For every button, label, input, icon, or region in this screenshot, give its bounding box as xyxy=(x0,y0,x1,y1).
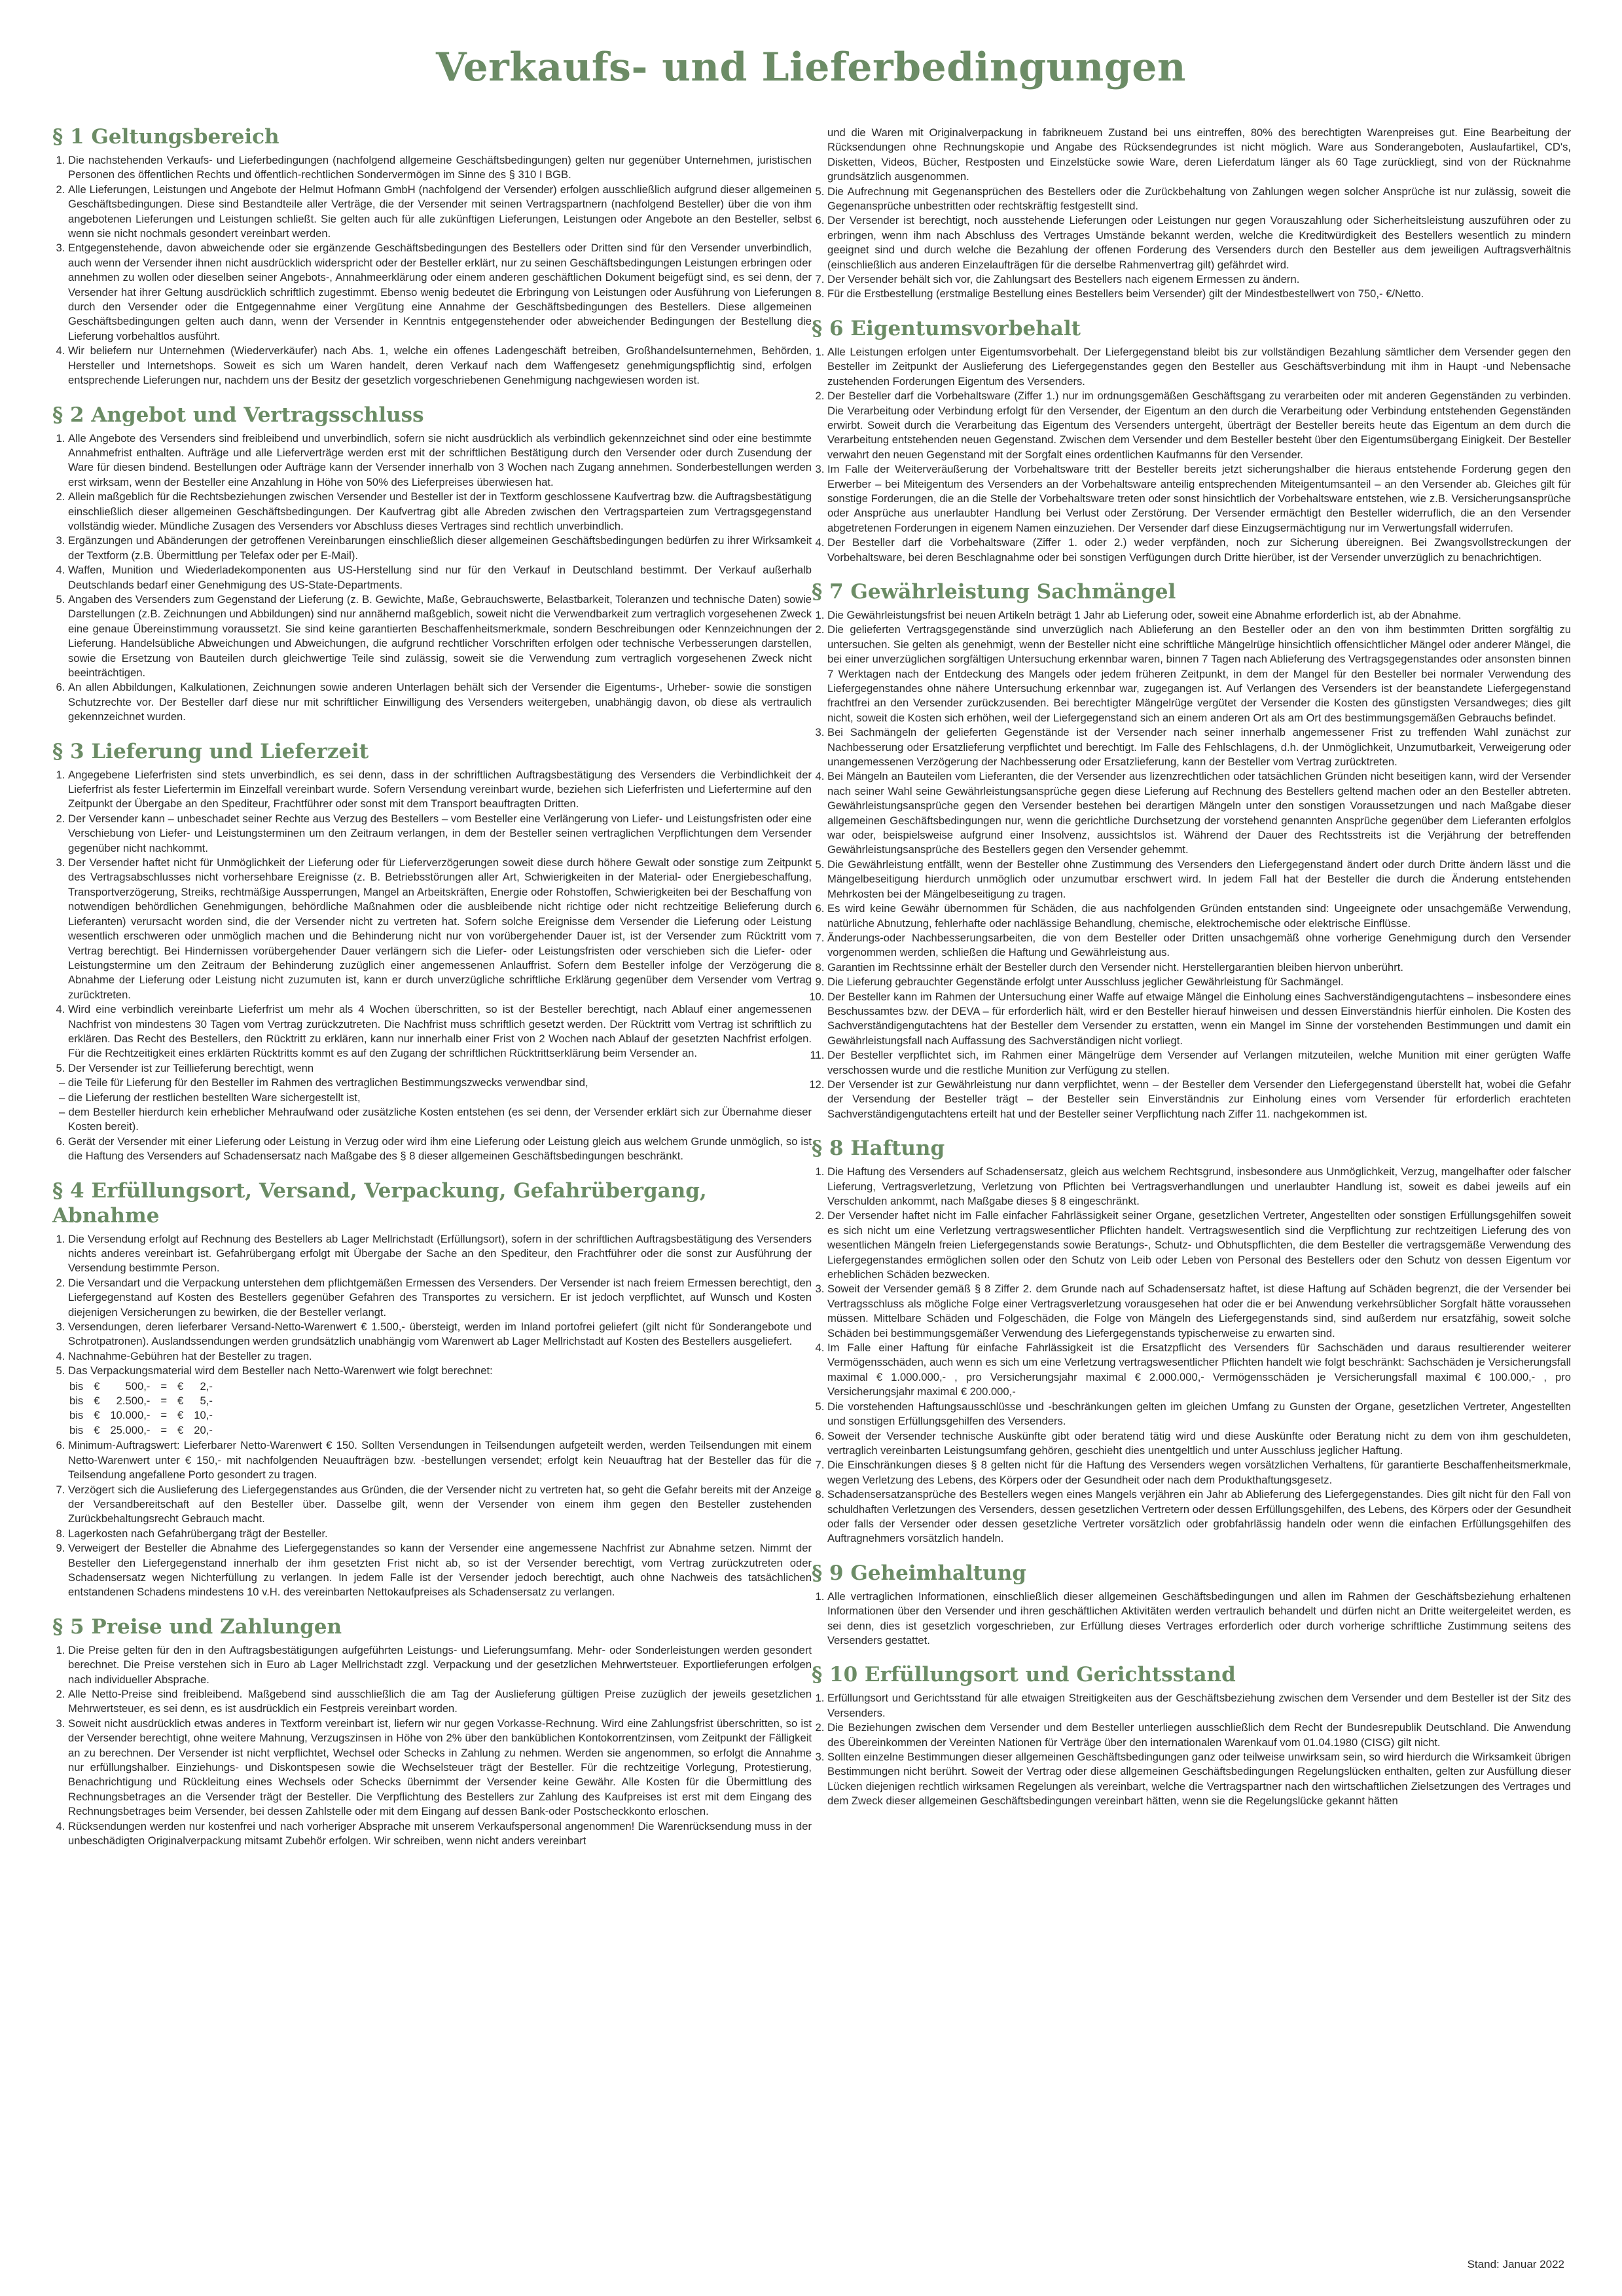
table-cell-cur1: € xyxy=(94,1379,100,1393)
clause-continuation: und die Waren mit Originalverpackung in fabrikneuem Zustand bei uns eintreffen, 80% des berechtigten Warenpreises gut. Eine Bearbeitung der Rücksendungen ohne Rechnungskopie und Angabe des Rücksendegrundes ist nicht möglich. Ware aus Sonderangeboten, Auslaufartikel, CD's, Disketten, Videos, Bücher, Restposten und Einzelstücke sowie Ware, deren Lieferdatum länger als 60 Tage zurückliegt, sind von der Rücknahme grundsätzlich ausgenommen. xyxy=(827,126,1571,183)
section-heading: § 2 Angebot und Vertragsschluss xyxy=(52,403,424,427)
subitem: – dem Besteller hierdurch kein erheblicher Mehraufwand oder zusätzliche Kosten entstehen (es sei denn, der Versender erklärt sich zur Übernahme dieser Kosten bereit). xyxy=(59,1105,812,1133)
section-heading: § 10 Erfüllungsort und Gerichtsstand xyxy=(812,1663,1236,1687)
clause-list xyxy=(812,345,1571,565)
table-cell-eq: = xyxy=(160,1379,168,1393)
section-eigentumsvorbehalt xyxy=(812,316,1571,565)
clause-text: Das Verpackungsmaterial wird dem Besteller nach Netto-Warenwert wie folgt berechnet: xyxy=(68,1364,493,1377)
clause: 3. Entgegenstehende, davon abweichende oder sie ergänzende Geschäftsbedingungen des Bestellers oder Dritten sind für den Versender unverbindlich, auch wenn der Versender ihnen nicht ausdrücklich widerspricht oder der Besteller erklärt, nur zu seinen Geschäftsbedingungen Leistungen erbringen oder annehmen zu wollen oder dieselben seiner Angebots-, Annahmeerklärung oder einem anderen geschäftlichen Dokument beigefügt sind, es sei denn, der Versender hat ihrer Geltung ausdrücklich schriftlich zugestimmt. Ebenso wenig bedeutet die Erbringung von Leistungen oder Ausführung von Lieferungen durch den Versender oder die Entgegennahme einer Vergütung eine Annahme der Geschäftsbedingungen des Bestellers. Diese allgemeinen Geschäftsbedingungen gelten auch dann, wenn der Versender in Kenntnis entgegenstehender oder abweichender Bedingungen der Bestellung die Lieferung vorbehaltlos ausführt. xyxy=(68,241,812,344)
clause: 1. Die Gewährleistungsfrist bei neuen Artikeln beträgt 1 Jahr ab Lieferung oder, soweit eine Abnahme erforderlich ist, ab der Abnahme. xyxy=(827,608,1571,623)
clause: 3. Im Falle der Weiterveräußerung der Vorbehaltsware tritt der Besteller bereits jetzt sicherungshalber die hieraus entstehende Forderung gegen den Erwerber – bei Miteigentum des Versenders an der Vorbehaltsware anteilig entsprechenden Miteigentumsanteil – an den Versender ab. Gleiches gilt für sonstige Forderungen, die an die Stelle der Vorbehaltsware treten oder sonst hinsichtlich der Vorbehaltsware entstehen, wie z.B. Versicherungsansprüche oder Ansprüche aus unerlaubter Handlung bei Verlust oder Zerstörung. Der Versender ermächtigt den Besteller widerruflich, die an den Versender abgetretenen Forderungen in eigenem Namen einzuziehen. Der Versender darf diese Einzugsermächtigung nur im Verwertungsfall widerrufen. xyxy=(827,462,1571,536)
section-heading: § 8 Haftung xyxy=(812,1137,945,1161)
table-cell-cur1: € xyxy=(94,1394,100,1408)
section-geheimhaltung xyxy=(812,1561,1571,1649)
clause: 1. Alle vertraglichen Informationen, einschließlich dieser allgemeinen Geschäftsbedingungen und allen im Rahmen der Geschäftsbeziehung erhaltenen Informationen über den Versender und ihren geschäftlichen Aktivitäten werden vertraulich behandelt und dürfen nicht an Dritte weitergeleitet werden, es sei denn, dies ist gesetzlich vorgeschrieben, zur Erfüllung dieses Vertrages erforderlich oder durch vorherige schriftliche Zustimmung seitens des Versenders gestattet. xyxy=(827,1590,1571,1649)
clause: 5. Angaben des Versenders zum Gegenstand der Lieferung (z. B. Gewichte, Maße, Gebrauchswerte, Belastbarkeit, Toleranzen und technische Daten) sowie Darstellungen (z.B. Zeichnungen und Abbildungen) sind nur annähernd maßgeblich, soweit nicht die Verwendbarkeit zum vertraglich vorgesehenen Zweck eine genaue Übereinstimmung voraussetzt. Sie sind keine garantierten Beschaffenheitsmerkmale, sondern Beschreibungen oder Kennzeichnungen der Lieferung. Handelsübliche Abweichungen und Abweichungen, die aufgrund rechtlicher Vorschriften erfolgen oder technische Verbesserungen darstellen, sowie die Ersetzung von Bauteilen durch gleichwertige Teile sind zulässig, soweit sie die Verwendung zum vertraglich vorgesehenen Zweck nicht beeinträchtigen. xyxy=(68,592,812,680)
clause: 1. Die Haftung des Versenders auf Schadensersatz, gleich aus welchem Rechtsgrund, insbesondere aus Unmöglichkeit, Verzug, mangelhafter oder falscher Lieferung, Vertragsverletzung, Verletzung von Pflichten bei Vertragsverhandlungen und unerlaubter Handlung ist, soweit es dabei jeweils auf ein Verschulden ankommt, nach Maßgabe dieses § 8 eingeschränkt. xyxy=(827,1165,1571,1209)
clause: 2. Allein maßgeblich für die Rechtsbeziehungen zwischen Versender und Besteller ist der in Textform geschlossene Kaufvertrag bzw. die Auftragsbestätigung einschließlich dieser allgemeinen Geschäftsbedingungen. Der Kaufvertrag gibt alle Abreden zwischen den Vertragsparteien zum Vertragsgegenstand vollständig wieder. Mündliche Zusagen des Versenders vor Abschluss dieses Vertrages sind rechtlich unverbindlich. xyxy=(68,490,812,534)
section-gewaehrleistung xyxy=(812,579,1571,1121)
table-cell-value: 500,- xyxy=(125,1379,151,1393)
table-cell-cur2: € xyxy=(177,1394,184,1408)
clause-text: Der Versender ist zur Teillieferung berechtigt, wenn xyxy=(68,1061,314,1074)
clause: 2. Der Versender haftet nicht im Falle einfacher Fahrlässigkeit seiner Organe, gesetzlichen Vertreter, Angestellten oder sonstigen Erfüllungsgehilfen soweit es sich nicht um eine Verletzung vertragswesentlicher Pflichten handelt. Vertragswesentlich sind die Verpflichtung zur rechtzeitigen Lieferung des von wesentlichen Mängeln freien Liefergegenstands sowie Beratungs-, Schutz- und Obhutspflichten, die dem Besteller die vertragsgemäße Verwendung des Liefergegenstandes ermöglichen sollen oder den Schutz von Leib oder Leben von Personal des Bestellers oder den Schutz von dessen Eigentum vor erheblichen Schäden bezwecken. xyxy=(827,1209,1571,1282)
table-cell-eq: = xyxy=(160,1394,168,1408)
table-cell-bis: bis xyxy=(69,1409,84,1422)
clause: 6. Minimum-Auftragswert: Lieferbarer Netto-Warenwert € 150. Sollten Versendungen in Teilsendungen aufgeteilt werden, werden Teilsendungen mit einem Netto-Warenwert unter € 150,- mit nachfolgenden Neuaufträgen bzw. -bestellungen versendet; erfolgt kein Neuauftrag hat der Besteller das für die Teilsendung angefallene Porto gesondert zu tragen. xyxy=(68,1438,812,1482)
clause: 3. Soweit der Versender gemäß § 8 Ziffer 2. dem Grunde nach auf Schadensersatz haftet, ist diese Haftung auf Schäden begrenzt, die der Versender bei Vertragsschluss als mögliche Folge einer Vertragsverletzung vorausgesehen hat oder die er bei Anwendung verkehrsüblicher Sorgfalt hätte voraussehen müssen. Mittelbare Schäden und Folgeschäden, die Folge von Mängeln des Liefergegenstands sind, sind außerdem nur ersatzfähig, soweit solche Schäden bei bestimmungsgemäßer Verwendung des Liefergegenstands typischerweise zu erwarten sind. xyxy=(827,1282,1571,1341)
section-gerichtsstand xyxy=(812,1662,1571,1808)
clause: 4. Rücksendungen werden nur kostenfrei und nach vorheriger Absprache mit unserem Verkaufspersonal angenommen! Die Warenrücksendung muss in der unbeschädigten Originalverpackung mitsamt Zubehör erfolgen. Wir schreiben, wenn nicht anders vereinbart xyxy=(68,1819,812,1849)
clause: 3. Bei Sachmängeln der gelieferten Gegenstände ist der Versender nach seiner innerhalb angemessener Frist zu treffenden Wahl zunächst zur Nachbesserung oder Ersatzlieferung verpflichtet und berechtigt. Im Falle des Fehlschlagens, d.h. der Unmöglichkeit, Unzumutbarkeit, Verweigerung oder unangemessenen Verzögerung der Nachbesserung oder Ersatzlieferung, kann der Besteller vom Vertrag zurücktreten. xyxy=(827,725,1571,769)
section-heading: § 7 Gewährleistung Sachmängel xyxy=(812,579,1176,604)
table-cell-value: 10.000,- xyxy=(110,1409,151,1422)
table-cell-cur2: € xyxy=(177,1409,184,1422)
clause: 2. Die gelieferten Vertragsgegenstände sind unverzüglich nach Ablieferung an den Besteller oder an den von ihm bestimmten Dritten sorgfältig zu untersuchen. Sie gelten als genehmigt, wenn der Besteller nicht eine schriftliche Mängelrüge hinsichtlich offensichtlicher Mängel oder anderer Mängel, die bei einer unverzüglichen sorgfältigen Untersuchung erkennbar waren, binnen 7 Tagen nach Ablieferung des Vertragsgegenstandes oder ansonsten binnen 7 Werktagen nach der Entdeckung des Mangels oder jedem früheren Zeitpunkt, in dem der Mangel für den Besteller bei normaler Verwendung des Liefergegenstandes ohne nähere Untersuchung erkennbar war, zugegangen ist. Auf Verlangen des Versenders ist der beanstandete Liefergegenstand frachtfrei an den Versender zurückzusenden. Bei berechtigter Mängelrüge vergütet der Versender die Kosten des günstigsten Versandweges; dies gilt nicht, soweit die Kosten sich erhöhen, weil der Liefergegenstand sich an einem anderen Ort als am Ort des bestimmungsgemäßen Gebrauchs befindet. xyxy=(827,623,1571,725)
clause-list xyxy=(812,1590,1571,1649)
subitem: – die Teile für Lieferung für den Besteller im Rahmen des vertraglichen Bestimmungszwecks verwendbar sind, xyxy=(59,1076,588,1089)
clause: 6. Es wird keine Gewähr übernommen für Schäden, die aus nachfolgenden Gründen entstanden sind: Ungeeignete oder unsachgemäße Verwendung, natürliche Abnutzung, fehlerhafte oder nachlässige Behandlung, chemische, elektrochemische oder elektrische Einflüsse. xyxy=(827,902,1571,931)
clause: 1. Die nachstehenden Verkaufs- und Lieferbedingungen (nachfolgend allgemeine Geschäftsbedingungen) gelten nur gegenüber Unternehmen, juristischen Personen des öffentlichen Rechts und öffentlich-rechtlichen Sondervermögen im Sinne des § 310 I BGB. xyxy=(68,153,812,183)
clause: 6. Der Versender ist berechtigt, noch ausstehende Lieferungen oder Leistungen nur gegen Vorauszahlung oder Sicherheitsleistung auszuführen oder zu erbringen, wenn ihm nach Abschluss des Vertrages Umstände bekannt werden, welche die Kreditwürdigkeit des Bestellers wesentlich zu mindern geeignet sind und durch welche die Bezahlung der offenen Forderung des Versenders durch den Besteller aus dem jeweiligen Auftragsverhältnis (einschließlich aus anderen Einzelaufträgen für die derselbe Rahmenvertrag gilt) gefährdet wird. xyxy=(827,213,1571,272)
table-cell-value: 25.000,- xyxy=(110,1423,151,1436)
table-cell-fee: 2,- xyxy=(200,1379,213,1393)
section-preise-zahlungen xyxy=(52,1614,812,1849)
table-cell-fee: 5,- xyxy=(200,1394,213,1408)
continued-text xyxy=(812,126,1571,185)
clause: 3. Sollten einzelne Bestimmungen dieser allgemeinen Geschäftsbedingungen ganz oder teilweise unwirksam sein, so wird hierdurch die Wirksamkeit übrigen Bestimmungen nicht berührt. Soweit der Vertrag oder diese allgemeinen Geschäftsbedingungen Regelungslücken enthalten, gelten zur Ausfüllung dieser Lücken diejenigen rechtlich wirksamen Regelungen als vereinbart, welche die Vertragspartner nach den wirtschaftlichen Zielsetzungen des Vertrages und dem Zweck dieser allgemeinen Geschäftsbedingungen vereinbart hätten, wenn sie die Regelungslücke gekannt hätten xyxy=(827,1750,1571,1809)
clause-list xyxy=(52,1232,812,1600)
table-cell-cur1: € xyxy=(94,1423,100,1436)
clause: 9. Verweigert der Besteller die Abnahme des Liefergegenstandes so kann der Versender eine angemessene Nachfrist zur Abnahme setzen. Nimmt der Besteller den Liefergegenstand innerhalb der ihm gesetzten Frist nicht ab, so ist der Versender berechtigt, vom Vertrag zurückzutreten oder Schadensersatz wegen Nichterfüllung zu verlangen. In jedem Falle ist der Versender jedoch berechtigt, auch ohne Nachweis des tatsächlichen entstandenen Schadens mindestens 10 v.H. des vereinbarten Nettokaufpreises als Schadensersatz zu verlangen. xyxy=(68,1541,812,1600)
clause-list xyxy=(812,185,1571,302)
clause: 2. Der Besteller darf die Vorbehaltsware (Ziffer 1.) nur im ordnungsgemäßen Geschäftsgang zu verarbeiten oder mit anderen Gegenständen zu verbinden. Die Verarbeitung oder Verbindung erfolgt für den Versender, der Eigentum an den durch die Verarbeitung oder Verbindung entstehenden Gegenständen erwirbt. Soweit durch die Verarbeitung das Eigentum des Versenders untergeht, überträgt der Besteller bereits heute das Eigentum an dem durch die Verarbeitung entstehenden neuen Gegenstand. Zwischen dem Versender und dem Besteller besteht über den Eigentumsübergang Einigkeit. Der Besteller verwahrt den neuen Gegenstand mit der Sorgfalt eines ordentlichen Kaufmanns für den Versender. xyxy=(827,389,1571,462)
clause: 2. Alle Lieferungen, Leistungen und Angebote der Helmut Hofmann GmbH (nachfolgend der Versender) erfolgen ausschließlich aufgrund dieser allgemeinen Geschäftsbedingungen. Diese sind Bestandteile aller Verträge, die der Versender mit seinen Vertragspartnern (nachfolgend Besteller) über die von ihm angebotenen Lieferungen und Leistungen schließt. Sie gelten auch für alle zukünftigen Lieferungen, Leistungen oder Angebote an den Besteller, selbst wenn sie nicht nochmals gesondert vereinbart werden. xyxy=(68,183,812,242)
clause: 8. Garantien im Rechtssinne erhält der Besteller durch den Versender nicht. Herstellergarantien bleiben hiervon unberührt. xyxy=(827,960,1571,975)
clause: 2. Der Versender kann – unbeschadet seiner Rechte aus Verzug des Bestellers – vom Besteller eine Verlängerung von Liefer- und Leistungsfristen oder eine Verschiebung von Liefer- und Leistungsterminen um den Zeitraum verlangen, in dem der Besteller seinen vertraglichen Verpflichtungen dem Versender gegenüber nicht nachkommt. xyxy=(68,812,812,856)
clause: 1. Die Preise gelten für den in den Auftragsbestätigungen aufgeführten Leistungs- und Lieferungsumfang. Mehr- oder Sonderleistungen werden gesondert berechnet. Die Preise verstehen sich in Euro ab Lager Mellrichstadt zzgl. Verpackung und der gesetzlichen Mehrwertsteuer. Exportlieferungen erfolgen nach individueller Absprache. xyxy=(68,1643,812,1687)
left-column xyxy=(52,124,812,1863)
clause: 9. Die Lieferung gebrauchter Gegenstände erfolgt unter Ausschluss jeglicher Gewährleistung für Sachmängel. xyxy=(827,975,1571,989)
document-title: Verkaufs- und Lieferbedingungen xyxy=(435,45,1187,90)
table-cell-cur1: € xyxy=(94,1409,100,1422)
clause: 7. Änderungs-oder Nachbesserungsarbeiten, die von dem Besteller oder Dritten unsachgemäß ohne vorherige Genehmigung durch den Versender vorgenommen werden, schließen die Haftung und Gewährleistung aus. xyxy=(827,931,1571,960)
clause: 1. Alle Angebote des Versenders sind freibleibend und unverbindlich, sofern sie nicht ausdrücklich als verbindlich gekennzeichnet sind oder eine bestimmte Annahmefrist enthalten. Aufträge und alle Lieferverträge werden erst mit der schriftlichen Bestätigung durch den Versender oder durch Zusendung der Ware für diesen bindend. Bestellungen oder Aufträge kann der Versender innerhalb von 3 Wochen nach Zugang annehmen. Sonderbestellungen werden erst wirksam, wenn der Besteller eine Anzahlung in Höhe von 50% des Lieferpreises überwiesen hat. xyxy=(68,431,812,490)
clause: 12. Der Versender ist zur Gewährleistung nur dann verpflichtet, wenn – der Besteller dem Versender den Liefergegenstand überstellt hat, wobei die Gefahr der Versendung der Besteller trägt – der Besteller sein Einverständnis zur Einholung eines vom Versender für erforderlich erachteten Sachverständigengutachtens erteilt hat und der Besteller seiner Verpflichtung nach Ziffer 11. nachgekommen ist. xyxy=(827,1078,1571,1121)
clause-list xyxy=(812,1691,1571,1808)
table-row xyxy=(69,1424,222,1437)
clause: 10. Der Besteller kann im Rahmen der Untersuchung einer Waffe auf etwaige Mängel die Einholung eines Sachverständigengutachtens – insbesondere eines Beschussamtes bzw. der DEVA – für erforderlich hält, wird er den Besteller hierauf hinweisen und dessen Einverständnis hierfür einholen. Die Kosten des Sachverständigengutachtens hat der Besteller dem Versender zu erstatten, wenn ein Mangel im Sinne der vorstehenden Bestimmungen und damit ein Gewährleistungsfall nach Auffassung des Sachverständigen nicht vorliegt. xyxy=(827,990,1571,1049)
clause-list xyxy=(812,1165,1571,1546)
table-cell-cur2: € xyxy=(177,1423,184,1436)
section-geltungsbereich xyxy=(52,124,812,388)
table-row xyxy=(69,1409,222,1422)
clause: 3. Ergänzungen und Abänderungen der getroffenen Vereinbarungen einschließlich dieser allgemeinen Geschäftsbedingungen bedürfen zu ihrer Wirksamkeit der Textform (z.B. Übermittlung per Telefax oder per E-Mail). xyxy=(68,534,812,563)
table-cell-fee: 10,- xyxy=(194,1409,213,1422)
table-cell-value: 2.500,- xyxy=(116,1394,151,1408)
clause: 3. Soweit nicht ausdrücklich etwas anderes in Textform vereinbart ist, liefern wir nur gegen Vorkasse-Rechnung. Wird eine Zahlungsfrist überschritten, so ist der Versender berechtigt, ohne weitere Mahnung, Verzugszinsen in Höhe von 2% über den banküblichen Kontokorrentzinsen, vom Zeitpunkt der Fälligkeit an zu berechnen. Der Versender ist nicht verpflichtet, Wechsel oder Schecks in Zahlung zu nehmen. Werden sie angenommen, so erfolgt die Annahme nur erfüllungshalber. Einziehungs- und Diskontspesen sowie die Wechselsteuer trägt der Besteller. Für die rechtzeitige Vorlegung, Protestierung, Benachrichtigung und Rückleitung eines Wechsels oder Schecks übernimmt der Versender keine Gewähr. Alle Kosten für die Übermittlung des Rechnungsbetrages an die Versender trägt der Besteller. Die Verpflichtung des Bestellers zur Zahlung des Kaufpreises ist erst mit dem Eingang des Rechnungsbetrages beim Versender, bei dessen Zahlstelle oder mit dem Eingang auf dessen Bank-oder Postscheckkonto erloschen. xyxy=(68,1717,812,1819)
table-cell-fee: 20,- xyxy=(194,1423,213,1436)
section-lieferung-lieferzeit xyxy=(52,739,812,1164)
clause: 8. Lagerkosten nach Gefahrübergang trägt der Besteller. xyxy=(68,1527,812,1541)
subitem-list xyxy=(59,1076,812,1135)
clause: 1. Die Versendung erfolgt auf Rechnung des Bestellers ab Lager Mellrichstadt (Erfüllungsort), sofern in der schriftlichen Auftragsbestätigung des Versenders nichts anderes vereinbart ist. Gefahrübergang erfolgt mit Übergabe der Sache an den Spediteur, den Frachtführer oder die sonst zur Ausführung der Versendung bestimmte Person. xyxy=(68,1232,812,1276)
section-heading: § 6 Eigentumsvorbehalt xyxy=(812,316,1081,340)
section-preise-zahlungen-continued xyxy=(812,126,1571,302)
clause: 2. Die Beziehungen zwischen dem Versender und dem Besteller unterliegen ausschließlich dem Recht der Bundesrepublik Deutschland. Die Anwendung des Übereinkommen der Vereinten Nationen für Verträge über den internationalen Warenkauf vom 01.04.1980 (CISG) gilt nicht. xyxy=(827,1721,1571,1750)
section-heading: § 4 Erfüllungsort, Versand, Verpackung, Gefahrübergang, Abnahme xyxy=(52,1178,707,1228)
clause: 2. Die Versandart und die Verpackung unterstehen dem pflichtgemäßen Ermessen des Versenders. Der Versender ist nach freiem Ermessen berechtigt, den Liefergegenstand auf Kosten des Bestellers gegenüber Gefahren des Transportes zu versichern. Er ist jedoch verpflichtet, auf Wunsch und Kosten diejenigen Versicherungen zu bewirken, die der Besteller verlangt. xyxy=(68,1276,812,1320)
clause-list xyxy=(52,153,812,388)
clause: 2. Alle Netto-Preise sind freibleibend. Maßgebend sind ausschließlich die am Tag der Auslieferung gültigen Preise zuzüglich der jeweils gesetzlichen Mehrwertsteuer, es sei denn, es ist ausdrücklich ein Festpreis vereinbart worden. xyxy=(68,1687,812,1717)
table-cell-cur2: € xyxy=(177,1379,184,1393)
clause: 4. Wir beliefern nur Unternehmen (Wiederverkäufer) nach Abs. 1, welche ein offenes Ladengeschäft betreiben, Großhandelsunternehmen, Behörden, Hersteller und Internetshops. Soweit es sich um Waren handelt, deren Verkauf nach dem Waffengesetz genehmigungspflichtig sind, erfolgen entsprechende Lieferungen nur, nachdem uns der Besitz der gesetzlich vorgeschriebenen Genehmigung nachgewiesen worden ist. xyxy=(68,344,812,388)
clause: 5. Die vorstehenden Haftungsausschlüsse und -beschränkungen gelten im gleichen Umfang zu Gunsten der Organe, gesetzlichen Vertreter, Angestellten und sonstigen Erfüllungsgehilfen des Versenders. xyxy=(827,1400,1571,1429)
section-heading: § 3 Lieferung und Lieferzeit xyxy=(52,739,369,763)
subitem: – die Lieferung der restlichen bestellten Ware sichergestellt ist, xyxy=(59,1091,361,1104)
clause-with-table xyxy=(68,1364,812,1438)
clause: 5. Die Gewährleistung entfällt, wenn der Besteller ohne Zustimmung des Versenders den Liefergegenstand ändert oder durch Dritte ändern lässt und die Mängelbeseitigung hierdurch unmöglich oder unzumutbar erschwert wird. In jedem Fall hat der Besteller die durch die Änderung entstehenden Mehrkosten bei der Mängelbeseitigung zu tragen. xyxy=(827,858,1571,902)
section-heading: § 1 Geltungsbereich xyxy=(52,125,279,149)
clause: 8. Schadensersatzansprüche des Bestellers wegen eines Mangels verjähren ein Jahr ab Ablieferung des Liefergegenstandes. Dies gilt nicht für den Fall von schuldhaften Verletzungen des Versenders, dessen gesetzlichen Vertretern oder dessen Erfüllungsgehilfen, des Lebens, des Körpers oder der Gesundheit oder falls der Versender oder dessen gesetzliche Vertreter vorsätzlich oder grobfahrlässig handeln oder wenn die einfachen Erfüllungsgehilfen des Auftragnehmers vorsätzlich handeln. xyxy=(827,1487,1571,1546)
clause: 11. Der Besteller verpflichtet sich, im Rahmen einer Mängelrüge dem Versender auf Verlangen mitzuteilen, welche Munition mit einer gerügten Waffe verschossen wurde und die restliche Munition zur Verfügung zu stellen. xyxy=(827,1048,1571,1078)
section-heading: § 9 Geheimhaltung xyxy=(812,1561,1026,1585)
clause-list xyxy=(812,608,1571,1121)
clause: 6. Gerät der Versender mit einer Lieferung oder Leistung in Verzug oder wird ihm eine Lieferung oder Leistung gleich aus welchem Grunde unmöglich, so ist die Haftung des Versenders auf Schadensersatz nach Maßgabe des § 8 dieser allgemeinen Geschäftsbedingungen beschränkt. xyxy=(68,1135,812,1164)
clause: 4. Im Falle einer Haftung für einfache Fahrlässigkeit ist die Ersatzpflicht des Versenders für Sachschäden und daraus resultierender weiterer Vermögensschäden, auch wenn es sich um eine Verletzung vertragswesentlicher Pflichten handelt wie folgt beschränkt: Sachschäden je Versicherungsfall maximal € 1.000.000,- , pro Versicherungsjahr maximal € 2.000.000,- Vermögensschäden je Versicherungsfall maximal € 100.000,- , pro Versicherungsjahr maximal € 200.000,- xyxy=(827,1341,1571,1400)
table-cell-bis: bis xyxy=(69,1423,84,1436)
section-heading: § 5 Preise und Zahlungen xyxy=(52,1614,342,1639)
packaging-fee-table xyxy=(68,1379,223,1439)
clause: 6. Soweit der Versender technische Auskünfte gibt oder beratend tätig wird und diese Auskünfte oder Beratung nicht zu dem von ihm geschuldeten, vertraglich vereinbarten Leistungsumfang gehören, geschieht dies unentgeltlich und unter Ausschluss jeglicher Haftung. xyxy=(827,1429,1571,1459)
clause-list xyxy=(52,768,812,1164)
clause: 7. Die Einschränkungen dieses § 8 gelten nicht für die Haftung des Versenders wegen vorsätzlichen Verhaltens, für garantierte Beschaffenheitsmerkmale, wegen Verletzung des Lebens, des Körpers oder der Gesundheit oder nach dem Produkthaftungsgesetz. xyxy=(827,1458,1571,1487)
clause: 4. Bei Mängeln an Bauteilen vom Lieferanten, die der Versender aus lizenzrechtlichen oder tatsächlichen Gründen nicht beseitigen kann, wird der Versender nach seiner Wahl seine Gewährleistungsansprüche gegen diese Lieferung auf Rechnung des Bestellers geltend machen oder an den Besteller abtreten. Gewährleistungsansprüche gegen den Versender bestehen bei derartigen Mängeln unter den sonstigen Voraussetzungen und nach Maßgabe dieser allgemeinen Geschäftsbedingungen nur, wenn die gerichtliche Durchsetzung der vorstehend genannten Ansprüche gegenüber dem Lieferanten erfolglos war oder, beispielsweise aufgrund einer Insolvenz, aussichtslos ist. Während der Dauer des Rechtsstreits ist die Verjährung der betreffenden Gewährleistungsansprüche des Bestellers gegen den Versender gehemmt. xyxy=(827,769,1571,857)
clause: 4. Wird eine verbindlich vereinbarte Lieferfrist um mehr als 4 Wochen überschritten, so ist der Besteller berechtigt, nach Ablauf einer angemessenen Nachfrist von mindestens 30 Tagen vom Vertrag zurückzutreten. Die Nachfrist muss schriftlich gesetzt werden. Der Rücktritt vom Vertrag ist schriftlich zu erklären. Das Recht des Bestellers, den Rücktritt zu erklären, kann nur innerhalb einer Frist von 2 Wochen nach Ablauf der gesetzten Nachfrist erfolgen. Für die Rechtzeitigkeit eines erklärten Rücktritts kommt es auf den Zugang der schriftlichen Rücktrittserklärung beim Versender an. xyxy=(68,1002,812,1061)
clause: 4. Der Besteller darf die Vorbehaltsware (Ziffer 1. oder 2.) weder verpfänden, noch zur Sicherung übereignen. Bei Zwangsvollstreckungen der Vorbehaltsware, bei deren Beschlagnahme oder bei sonstigen Verfügungen durch Dritte hierüber, ist der Versender unverzüglich zu benachrichtigen. xyxy=(827,536,1571,565)
clause: 1. Alle Leistungen erfolgen unter Eigentumsvorbehalt. Der Liefergegenstand bleibt bis zur vollständigen Bezahlung sämtlicher dem Versender gegen den Besteller im Zeitpunkt der Auslieferung des Liefergegenstandes gegen den Besteller aus Geschäftsverbindung mit ihm in Haupt -und Nebensache zustehenden Forderungen Eigentum des Versenders. xyxy=(827,345,1571,389)
right-column xyxy=(812,126,1571,1823)
document-date: Stand: Januar 2022 xyxy=(1467,2258,1564,2270)
clause: 8. Für die Erstbestellung (erstmalige Bestellung eines Bestellers beim Versender) gilt der Mindestbestellwert von 750,- €/Netto. xyxy=(827,287,1571,301)
table-row xyxy=(69,1394,222,1408)
table-cell-eq: = xyxy=(160,1423,168,1436)
clause: 5. Die Aufrechnung mit Gegenansprüchen des Bestellers oder die Zurückbehaltung von Zahlungen wegen solcher Ansprüche ist nur zulässig, soweit die Gegenansprüche unbestritten oder rechtskräftig festgestellt sind. xyxy=(827,185,1571,214)
section-erfuellungsort-versand xyxy=(52,1178,812,1600)
clause: 1. Erfüllungsort und Gerichtsstand für alle etwaigen Streitigkeiten aus der Geschäftsbeziehung zwischen dem Versender und dem Besteller ist der Sitz des Versenders. xyxy=(827,1691,1571,1721)
table-cell-eq: = xyxy=(160,1409,168,1422)
clause-with-subitems xyxy=(59,1061,812,1135)
section-angebot-vertragsschluss xyxy=(52,403,812,725)
table-cell-bis: bis xyxy=(69,1394,84,1408)
clause: 3. Versendungen, deren lieferbarer Versand-Netto-Warenwert € 1.500,- übersteigt, werden im Inland portofrei geliefert (gilt nicht für Sonderangebote und Schrotpatronen). Auslandssendungen werden grundsätzlich unabhängig vom Warenwert ab Lager Mellrichstadt auf Kosten des Bestellers ausgeliefert. xyxy=(68,1320,812,1349)
clause: 1. Angegebene Lieferfristen sind stets unverbindlich, es sei denn, dass in der schriftlichen Auftragsbestätigung des Versenders die Verbindlichkeit der Lieferfrist als fester Liefertermin im Einzelfall vereinbart wurde. Sofern Versendung vereinbart wurde, beziehen sich Lieferfristen und Liefertermine auf den Zeitpunkt der Übergabe an den Spediteur, Frachtführer oder sonst mit dem Transport beauftragten Dritten. xyxy=(68,768,812,812)
table-row xyxy=(69,1380,222,1393)
section-haftung xyxy=(812,1136,1571,1546)
clause-list xyxy=(52,1643,812,1849)
clause-list xyxy=(52,431,812,725)
clause: 7. Verzögert sich die Auslieferung des Liefergegenstandes aus Gründen, die der Versender nicht zu vertreten hat, so geht die Gefahr bereits mit der Anzeige der Versandbereitschaft auf den Besteller über. Dasselbe gilt, wenn der Versender von einem ihm gegen den Besteller zustehenden Zurückbehaltungsrecht Gebrauch macht. xyxy=(68,1483,812,1527)
clause: 7. Der Versender behält sich vor, die Zahlungsart des Bestellers nach eigenem Ermessen zu ändern. xyxy=(827,272,1571,287)
clause: 6. An allen Abbildungen, Kalkulationen, Zeichnungen sowie anderen Unterlagen behält sich der Versender die Eigentums-, Urheber- sowie die sonstigen Schutzrechte vor. Der Besteller darf diese nur mit schriftlicher Einwilligung des Versenders weitergeben, unabhängig davon, ob diese als vertraulich gekennzeichnet wurden. xyxy=(68,680,812,724)
clause: 3. Der Versender haftet nicht für Unmöglichkeit der Lieferung oder für Lieferverzögerungen soweit diese durch höhere Gewalt oder sonstige zum Zeitpunkt des Vertragsabschlusses nicht vorhersehbare Ereignisse (z. B. Betriebsstörungen aller Art, Schwierigkeiten in der Material- oder Energiebeschaffung, Transportverzögerung, Streiks, rechtmäßige Aussperrungen, Mangel an Arbeitskräften, Energie oder Rohstoffen, Schwierigkeiten bei der Beschaffung von notwendigen behördlichen Genehmigungen, behördliche Maßnahmen oder die ausbleibende nicht richtige oder nicht rechtzeitige Belieferung durch Lieferanten) verursacht worden sind, die der Versender nicht zu vertreten hat. Sofern solche Ereignisse dem Versender die Lieferung oder Leistung wesentlich erschweren oder unmöglich machen und die Behinderung nicht nur von vorübergehender Dauer ist, ist der Versender zum Rücktritt vom Vertrag berechtigt. Bei Hindernissen vorübergehender Dauer verlängern sich die Liefer- oder Leistungsfristen oder verschieben sich die Liefer- oder Leistungstermine um den Zeitraum der Behinderung zuzüglich einer angemessenen Anlauffrist. Sofern dem Besteller infolge der Verzögerung die Abnahme der Lieferung oder Leistung nicht zuzumuten ist, kann er durch unverzügliche schriftliche Erklärung gegenüber dem Versender vom Vertrag zurücktreten. xyxy=(68,856,812,1002)
table-cell-bis: bis xyxy=(69,1379,84,1393)
clause: 4. Waffen, Munition und Wiederladekomponenten aus US-Herstellung sind nur für den Verkauf in Deutschland bestimmt. Der Verkauf außerhalb Deutschlands bedarf einer Genehmigung des US-State-Departments. xyxy=(68,563,812,592)
clause: 4. Nachnahme-Gebühren hat der Besteller zu tragen. xyxy=(68,1349,812,1364)
